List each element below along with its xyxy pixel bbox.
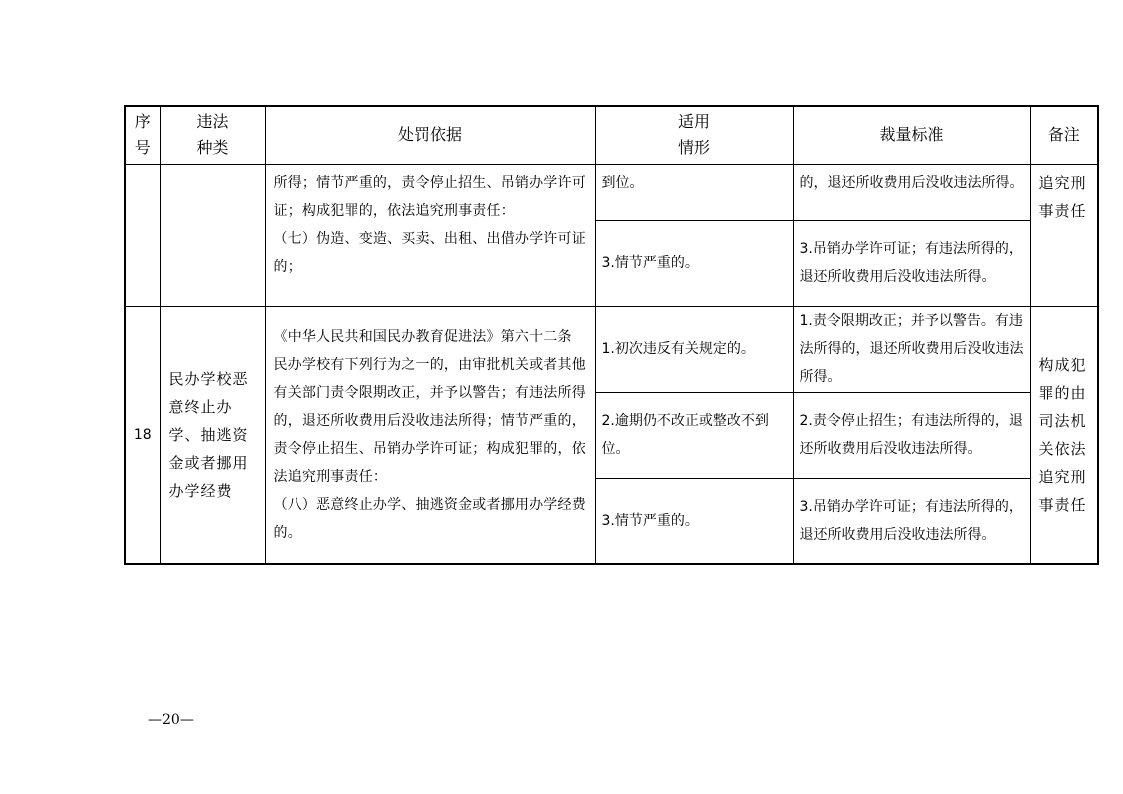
header-discretion-standard: 裁量标准 <box>793 106 1030 164</box>
cont-seq-cell <box>125 164 160 306</box>
table-header-row <box>125 106 1098 164</box>
table-row <box>125 306 1098 392</box>
item18-basis-cell <box>265 306 595 564</box>
item18-standard-1: 1.责令限期改正；并予以警告。有违法所得的，退还所收费用后没收违法所得。 <box>793 306 1030 392</box>
cont-situation-1: 到位。 <box>595 164 793 220</box>
header-remark: 备注 <box>1030 106 1098 164</box>
header-violation-type: 违法 种类 <box>160 106 265 164</box>
header-penalty-basis: 处罚依据 <box>265 106 595 164</box>
item18-standard-2: 2.责令停止招生；有违法所得的，退还所收费用后没收违法所得。 <box>793 392 1030 478</box>
cont-basis-text: 所得；情节严重的，责令停止招生、吊销办学许可证；构成犯罪的，依法追究刑事责任： <box>273 174 586 219</box>
item18-remark: 构成犯罪的由司法机关依法追究刑事责任 <box>1030 306 1098 564</box>
penalty-discretion-table <box>124 105 1099 565</box>
header-situation: 适用 情形 <box>595 106 793 164</box>
item18-situation-1: 1.初次违反有关规定的。 <box>595 306 793 392</box>
cont-standard-2: 3.吊销办学许可证；有违法所得的，退还所收费用后没收违法所得。 <box>793 220 1030 306</box>
item18-situation-2: 2.逾期仍不改正或整改不到位。 <box>595 392 793 478</box>
cont-situation-2: 3.情节严重的。 <box>595 220 793 306</box>
table-row <box>125 164 1098 220</box>
cont-standard-1: 的，退还所收费用后没收违法所得。 <box>793 164 1030 220</box>
cont-category-cell <box>160 164 265 306</box>
header-seq: 序 号 <box>125 106 160 164</box>
cont-basis-cell <box>265 164 595 306</box>
item18-category: 民办学校恶意终止办学、抽逃资金或者挪用办学经费 <box>160 306 265 564</box>
item18-basis-text: 《中华人民共和国民办教育促进法》第六十二条 民办学校有下列行为之一的，由审批机关或者其他有关部门责令限期改正，并予以警告；有违法所得的，退还所收费用后没收违法所得；情节严重的，责令停止招生、吊销办学许可证；构成犯罪的，依法追究刑事责任： <box>273 328 586 485</box>
page-number: —20— <box>148 712 194 728</box>
item18-basis-clause: （八）恶意终止办学、抽逃资金或者挪用办学经费的。 <box>273 496 586 541</box>
cont-remark-cell: 追究刑事责任 <box>1030 164 1098 306</box>
item18-standard-3: 3.吊销办学许可证；有违法所得的，退还所收费用后没收违法所得。 <box>793 478 1030 564</box>
item18-seq: 18 <box>125 306 160 564</box>
item18-situation-3: 3.情节严重的。 <box>595 478 793 564</box>
cont-basis-clause: （七）伪造、变造、买卖、出租、出借办学许可证的； <box>273 230 586 275</box>
